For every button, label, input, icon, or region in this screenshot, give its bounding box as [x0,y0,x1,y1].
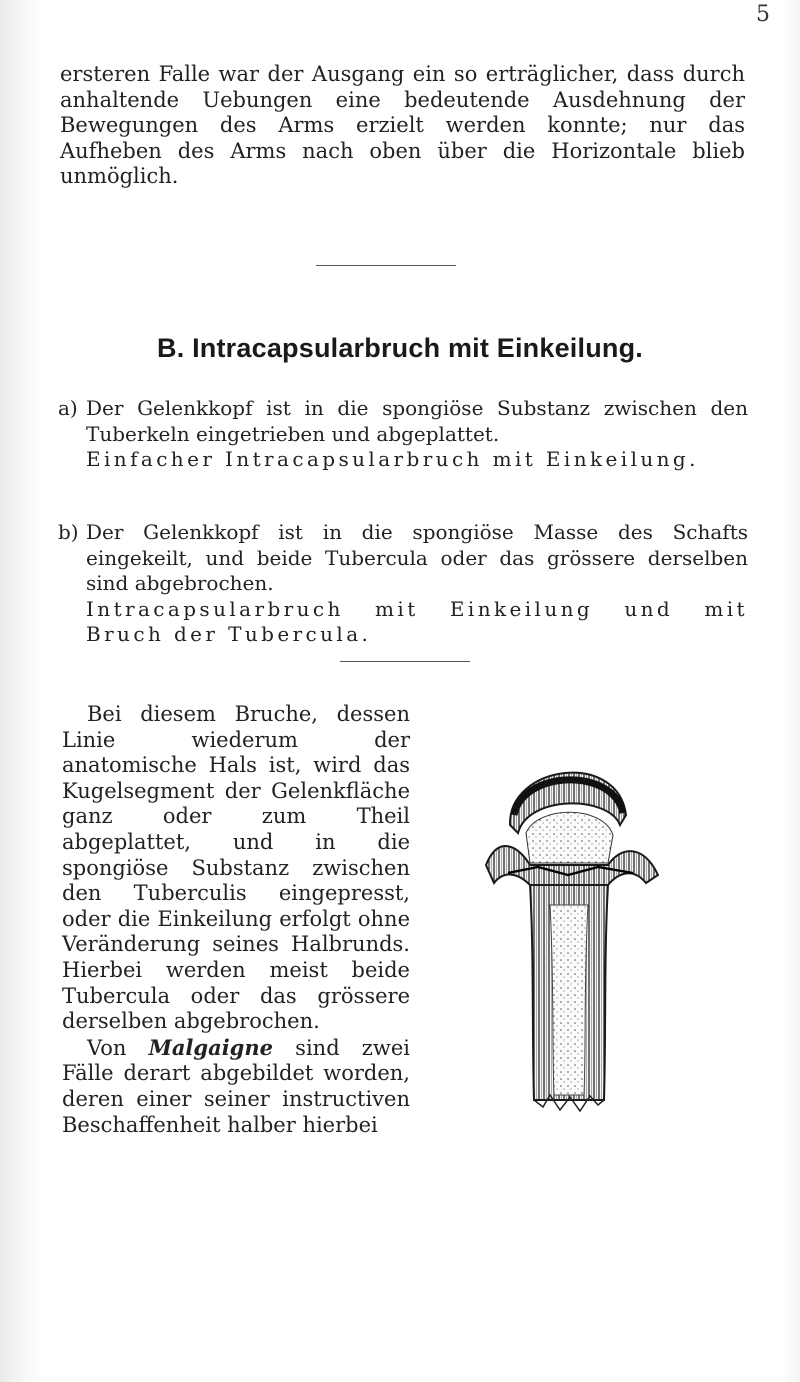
item-description: Der Gelenkkopf ist in die spongiöse Masse des Schafts eingekeilt, und beide Tubercula oder das grössere derselben sind abgebrochen. [86,520,748,595]
item-marker: b) [58,520,79,544]
list-item-a [58,396,748,473]
divider-rule [316,265,456,266]
body-paragraph: Bei diesem Bruche, dessen Linie wiederum der anatomische Hals ist, wird das Kugelsegment der Gelenkfläche ganz oder zum Theil abgeplattet, und in die spongiöse Substanz zwischen den Tuberculis eingepresst, oder die Einkeilung erfolgt ohne Veränderung seines Halbrunds. Hierbei werden meist beide Tubercula oder das grössere derselben abgebrochen. [62,702,410,1034]
item-description: Der Gelenkkopf ist in die spongiöse Substanz zwischen den Tuberkeln eingetrieben und abgeplattet. [86,396,748,446]
continuation-paragraph: ersteren Falle war der Ausgang ein so erträglicher, dass durch anhaltende Uebungen eine bedeutende Ausdehnung der Bewegungen des Arms erzielt werden konnte; nur das Aufheben des Arms nach oben über die Horizontale blieb unmöglich. [60,62,745,188]
list-item-b [58,520,748,648]
item-classification: Einfacher Intracapsularbruch mit Einkeilung. [86,447,699,471]
item-classification: Intracapsularbruch mit Einkeilung und mit Bruch der Tubercula. [86,596,748,646]
page-number: 5 [756,2,770,27]
item-body [86,396,748,473]
humerus-fracture-illustration-icon [468,755,668,1115]
body-paragraph [62,1035,410,1138]
divider-rule [340,661,470,662]
item-body [86,520,748,648]
body-text [62,702,410,1138]
section-heading: B. Intracapsularbruch mit Einkeilung. [157,333,643,363]
body-paragraph-prefix: Von [87,1035,127,1060]
body-paragraph-rest: sind zwei Fälle derart abgebildet worden, deren einer seiner instructiven Beschaffenheit halber hierbei [62,1035,410,1137]
item-marker: a) [58,396,78,420]
author-name: Malgaigne [148,1034,273,1060]
